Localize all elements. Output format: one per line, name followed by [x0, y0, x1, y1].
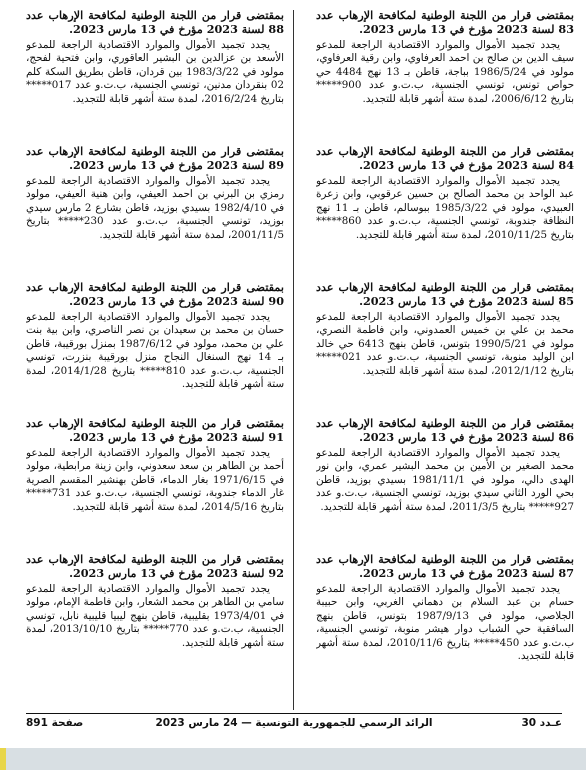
column-divider [293, 10, 294, 710]
decision-body: يجدد تجميد الأموال والموارد الاقتصادية الراجعة للمدعو محمد بن علي بن خميس العمدوني، وابن فاطمة النصري، مولود في 1990/5/21 بتونس، قاطن بنهج 6413 حي خالد ابن الوليد منوبة، تونسي الجنسية، ب.ت.و عدد 021***** بتاريخ 2012/1/12، لمدة ستة أشهر قابلة للتجديد. [316, 311, 574, 377]
scan-edge [0, 748, 586, 770]
decision-89 [26, 144, 284, 280]
decision-90 [26, 280, 284, 416]
page-footer [26, 717, 562, 733]
decision-body: يجدد تجميد الأموال والموارد الاقتصادية الراجعة للمدعو الأسعد بن عزالدين بن البشير العاقوري، وابن فتحية لفحج، مولود في 1983/3/22 بين قردان، قاطن بطريق السكة كلم 02 بنقردان مدنين، تونسي الجنسية، ب.ت.و عدد 017***** بتاريخ 2016/2/24، لمدة ستة أشهر قابلة للتجديد. [26, 39, 284, 105]
decision-body: يجدد تجميد الأموال والموارد الاقتصادية الراجعة للمدعو سيف الدين بن صالح بن احمد العرفاوي، وابن رقية العرفاوي، مولود في 1986/5/24 بباجة، قاطن بـ 13 نهج 4484 حي حواص تونس، تونسي الجنسية، ب.ت.و عدد 900***** بتاريخ 2006/6/12، لمدة ستة أشهر قابلة للتجديد. [316, 39, 574, 105]
decision-87 [316, 552, 574, 688]
decision-body: يجدد تجميد الأموال والموارد الاقتصادية الراجعة للمدعو سامي بن الطاهر بن محمد الشعار، وابن فاطمة الإمام، مولود في 1973/4/01 بقليبية، قاطن بنهج ليبيا قليبية نابل، تونسي الجنسية، ب.ت.و عدد 770***** بتاريخ 2013/10/10، لمدة ستة أشهر قابلة للتجديد. [26, 583, 284, 649]
decision-title: بمقتضى قرار من اللجنة الوطنية لمكافحة الإرهاب عدد 87 لسنة 2023 مؤرخ في 13 مارس 2023. [316, 552, 574, 580]
decision-body: يجدد تجميد الأموال والموارد الاقتصادية الراجعة للمدعو حسام بن عبد السلام بن دهماني الغربي، وابن حبيبة الجلاصي، مولود في 1987/9/13 بتونس، قاطن بنهج السافقية حي الشباب دوار هيشر منوبة، تونسي الجنسية، ب.ت.و عدد 450***** بتاريخ 2010/11/6، لمدة ستة أشهر قابلة للتجديد. [316, 583, 574, 663]
page-number: صفحة 891 [26, 717, 84, 729]
decision-86 [316, 416, 574, 552]
issue-number: عـدد 30 [521, 717, 562, 729]
decision-title: بمقتضى قرار من اللجنة الوطنية لمكافحة الإرهاب عدد 91 لسنة 2023 مؤرخ في 13 مارس 2023. [26, 416, 284, 444]
decision-title: بمقتضى قرار من اللجنة الوطنية لمكافحة الإرهاب عدد 89 لسنة 2023 مؤرخ في 13 مارس 2023. [26, 144, 284, 172]
gazette-title: الرائد الرسمي للجمهورية التونسية — 24 مارس 2023 [155, 717, 433, 729]
decision-title: بمقتضى قرار من اللجنة الوطنية لمكافحة الإرهاب عدد 88 لسنة 2023 مؤرخ في 13 مارس 2023. [26, 8, 284, 36]
decision-body: يجدد تجميد الأموال والموارد الاقتصادية الراجعة للمدعو عبد الواحد بن محمد الصالح بن حسين عرقوبي، وابن زعرة العبيدي، مولود في 1985/3/22 ببوسالم، قاطن بـ 11 نهج النظافة جندوبة، تونسي الجنسية، ب.ت.و عدد 860***** بتاريخ 2010/11/25، لمدة ستة أشهر قابلة للتجديد. [316, 175, 574, 241]
decision-title: بمقتضى قرار من اللجنة الوطنية لمكافحة الإرهاب عدد 85 لسنة 2023 مؤرخ في 13 مارس 2023. [316, 280, 574, 308]
right-column [316, 8, 574, 688]
decision-title: بمقتضى قرار من اللجنة الوطنية لمكافحة الإرهاب عدد 90 لسنة 2023 مؤرخ في 13 مارس 2023. [26, 280, 284, 308]
decision-title: بمقتضى قرار من اللجنة الوطنية لمكافحة الإرهاب عدد 86 لسنة 2023 مؤرخ في 13 مارس 2023. [316, 416, 574, 444]
decision-83 [316, 8, 574, 144]
scan-edge-mark [0, 748, 6, 770]
decision-88 [26, 8, 284, 144]
decision-92 [26, 552, 284, 688]
decision-91 [26, 416, 284, 552]
decision-title: بمقتضى قرار من اللجنة الوطنية لمكافحة الإرهاب عدد 84 لسنة 2023 مؤرخ في 13 مارس 2023. [316, 144, 574, 172]
left-column [26, 8, 284, 688]
decision-body: يجدد تجميد الأموال والموارد الاقتصادية الراجعة للمدعو محمد الصغير بن الأمين بن محمد البشير عمري، وابن نور الهدى دالي، مولود في 1981/11/1 بسيدي بوزيد، قاطن بحي الورد الثاني سيدي بوزيد، تونسي الجنسية، ب.ت.و عدد 927***** بتاريخ 2011/3/5، لمدة ستة أشهر قابلة للتجديد. [316, 447, 574, 513]
decision-85 [316, 280, 574, 416]
decision-title: بمقتضى قرار من اللجنة الوطنية لمكافحة الإرهاب عدد 83 لسنة 2023 مؤرخ في 13 مارس 2023. [316, 8, 574, 36]
decision-body: يجدد تجميد الأموال والموارد الاقتصادية الراجعة للمدعو أحمد بن الطاهر بن سعد سعدوني، وابن زينة مرابطية، مولود في 1971/6/15 بغار الدماء، قاطن بهنشير المقسم الصرية غار الدماء جندوبة، تونسي الجنسية، ب.ت.و عدد 731***** بتاريخ 2014/5/16، لمدة ستة أشهر قابلة للتجديد. [26, 447, 284, 513]
decision-title: بمقتضى قرار من اللجنة الوطنية لمكافحة الإرهاب عدد 92 لسنة 2023 مؤرخ في 13 مارس 2023. [26, 552, 284, 580]
decision-body: يجدد تجميد الأموال والموارد الاقتصادية الراجعة للمدعو رمزي بن البرني بن احمد العيفي، وابن هنية العيفي، مولود في 1982/4/10 بسيدي بوزيد، قاطن بشارع 2 مارس سيدي بوزيد، تونسي الجنسية، ب.ت.و عدد 230***** بتاريخ 2001/11/5، لمدة ستة أشهر قابلة للتجديد. [26, 175, 284, 241]
footer-rule [26, 713, 562, 714]
decision-body: يجدد تجميد الأموال والموارد الاقتصادية الراجعة للمدعو حسان بن محمد بن سعيدان بن نصر الناصري، وابن بية بنت علي بن محمد، مولود في 1987/6/12 بمنزل بورقيبة، قاطن بـ 14 نهج السنغال النجاح منزل بورقيبة بنزرت، تونسي الجنسية، ب.ت.و عدد 810***** بتاريخ 2014/1/28، لمدة ستة أشهر قابلة للتجديد. [26, 311, 284, 391]
decision-84 [316, 144, 574, 280]
